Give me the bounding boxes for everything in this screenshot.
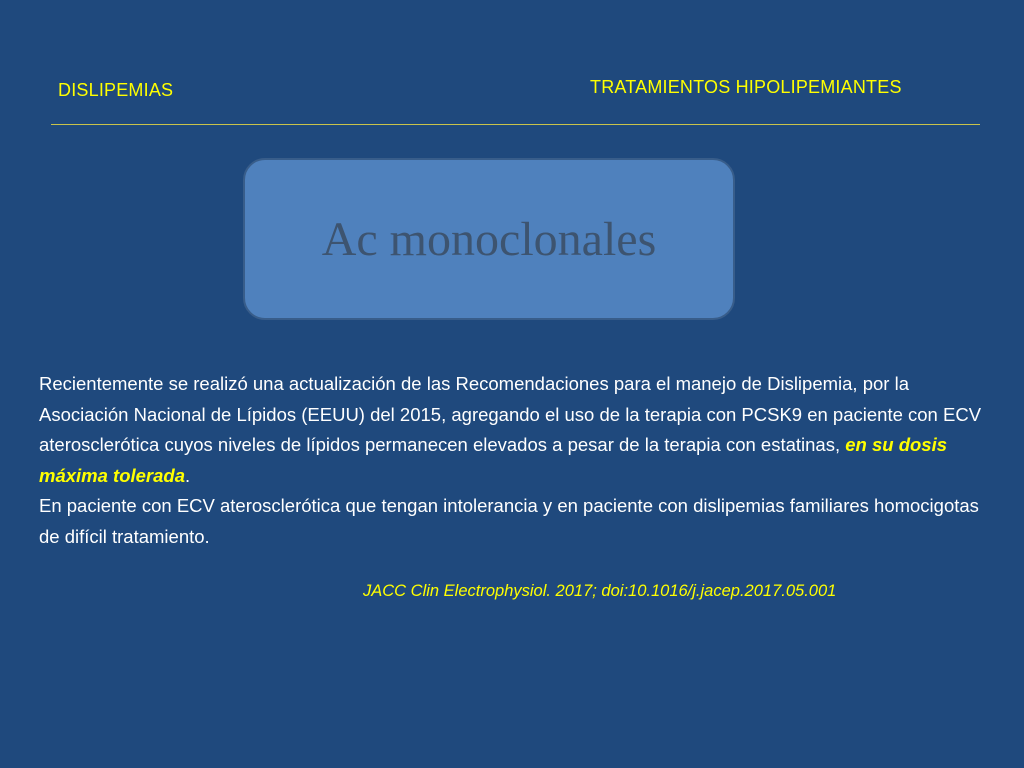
slide-title: Ac monoclonales: [321, 212, 657, 266]
body-text: [39, 369, 989, 552]
header-divider: [51, 124, 980, 125]
paragraph-2: En paciente con ECV aterosclerótica que tengan intolerancia y en paciente con dislipemias familiares homocigotas de difícil tratamiento.: [39, 495, 979, 547]
title-box: [243, 158, 735, 320]
section-label: DISLIPEMIAS: [58, 80, 174, 100]
paragraph-1: [39, 369, 989, 491]
paragraph-1-text: Recientemente se realizó una actualización de las Recomendaciones para el manejo de Dislipemia, por la Asociación Nacional de Lípidos (EEUU) del 2015, agregando el uso de la terapia con PCSK9 en paciente con ECV aterosclerótica cuyos niveles de lípidos permanecen elevados a pesar de la terapia con estatinas,: [39, 373, 982, 455]
topic-label: TRATAMIENTOS HIPOLIPEMIANTES: [590, 77, 902, 97]
paragraph-1-end: .: [185, 464, 191, 486]
citation: JACC Clin Electrophysiol. 2017; doi:10.1016/j.jacep.2017.05.001: [363, 582, 837, 600]
highlight-text: en su dosis máxima tolerada: [39, 434, 948, 486]
